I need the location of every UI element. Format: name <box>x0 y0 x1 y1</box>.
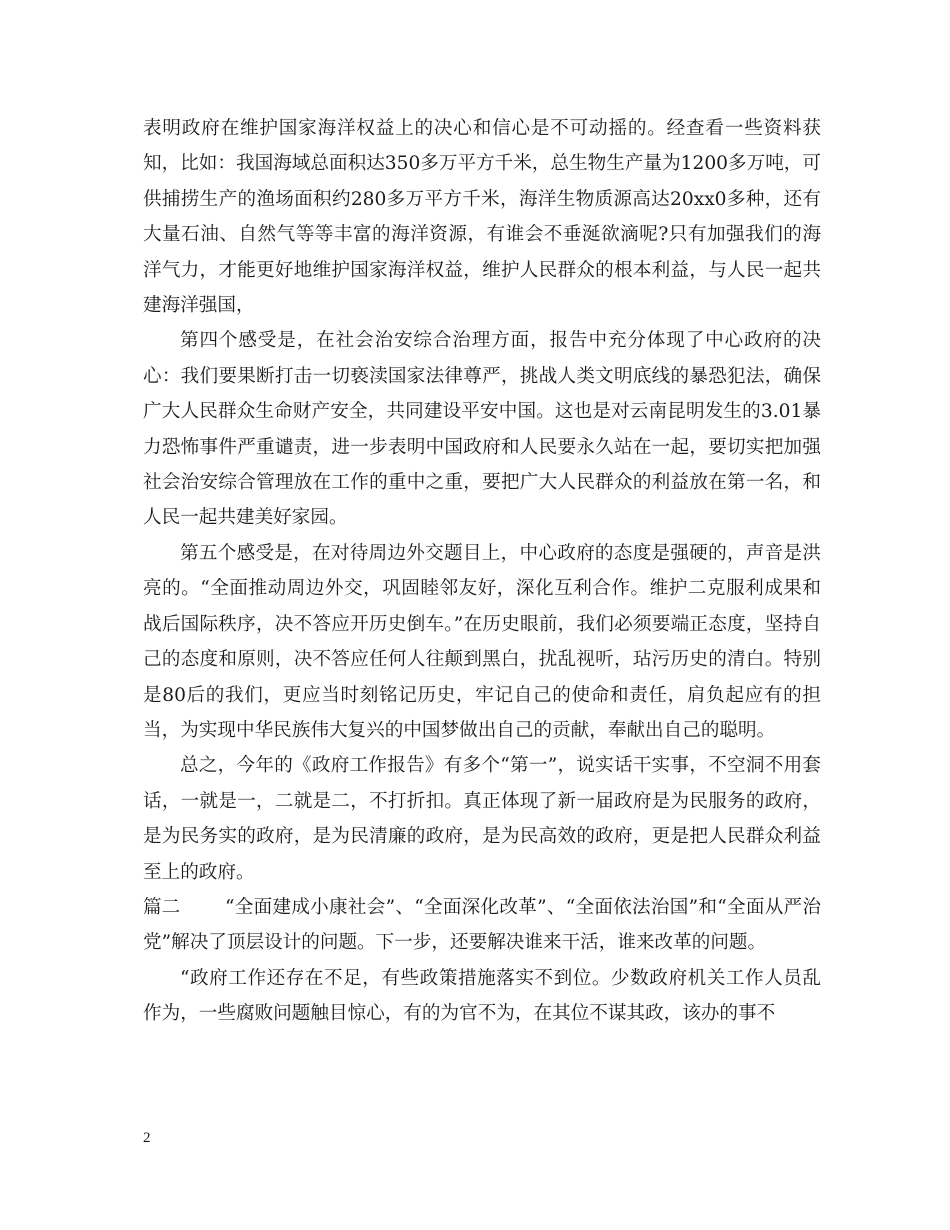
paragraph-section-two <box>143 890 821 961</box>
paragraph-government-shortcomings: “政府工作还存在不足，有些政策措施落实不到位。少数政府机关工作人员乱作为，一些腐败问题触目惊心，有的为官不为，在其位不谋其政，该办的事不 <box>143 967 821 1025</box>
document-body <box>143 111 821 1032</box>
page-number: 2 <box>143 1130 151 1146</box>
paragraph-fifth-feeling: 第五个感受是，在对待周边外交题目上，中心政府的态度是强硬的，声音是洪亮的。“全面推动周边外交，巩固睦邻友好，深化互利合作。维护二克服利成果和战后国际秩序，决不答应开历史倒车。”在历史眼前，我们必须要端正态度，坚持自己的态度和原则，决不答应任何人往颠到黑白，扰乱视听，玷污历史的清白。特别是80后的我们，更应当时刻铭记历史，牢记自己的使命和责任，肩负起应有的担当，为实现中华民族伟大复兴的中国梦做出自己的贡献，奉献出自己的聪明。 <box>143 542 821 741</box>
paragraph-maritime-rights: 表明政府在维护国家海洋权益上的决心和信心是不可动摇的。经查看一些资料获知，比如：我国海域总面积达350多万平方千米，总生物生产量为1200多万吨，可供捕捞生产的渔场面积约280多万平方千米，海洋生物质源高达20xx0多种，还有大量石油、自然气等等丰富的海洋资源，有谁会不垂涎欲滴呢?只有加强我们的海洋气力，才能更好地维护国家海洋权益，维护人民群众的根本利益，与人民一起共建海洋强国， <box>143 118 821 317</box>
section-two-text: “全面建成小康社会”、“全面深化改革”、“全面依法治国”和“全面从严治党”解决了顶层设计的问题。下一步，还要解决谁来干活，谁来改革的问题。 <box>143 896 821 954</box>
section-label: 篇二 <box>143 896 181 918</box>
paragraph-fourth-feeling: 第四个感受是，在社会治安综合治理方面，报告中充分体现了中心政府的决心：我们要果断打击一切亵渎国家法律尊严，挑战人类文明底线的暴恐犯法，确保广大人民群众生命财产安全，共同建设平安中国。这也是对云南昆明发生的3.01暴力恐怖事件严重谴责，进一步表明中国政府和人民要永久站在一起，要切实把加强社会治安综合管理放在工作的重中之重，要把广大人民群众的利益放在第一名，和人民一起共建美好家园。 <box>143 330 821 529</box>
paragraph-conclusion: 总之，今年的《政府工作报告》有多个“第一”，说实话干实事，不空洞不用套话，一就是一，二就是二，不打折扣。真正体现了新一届政府是为民服务的政府，是为民务实的政府，是为民清廉的政府，是为民高效的政府，更是把人民群众利益至上的政府。 <box>143 755 821 883</box>
